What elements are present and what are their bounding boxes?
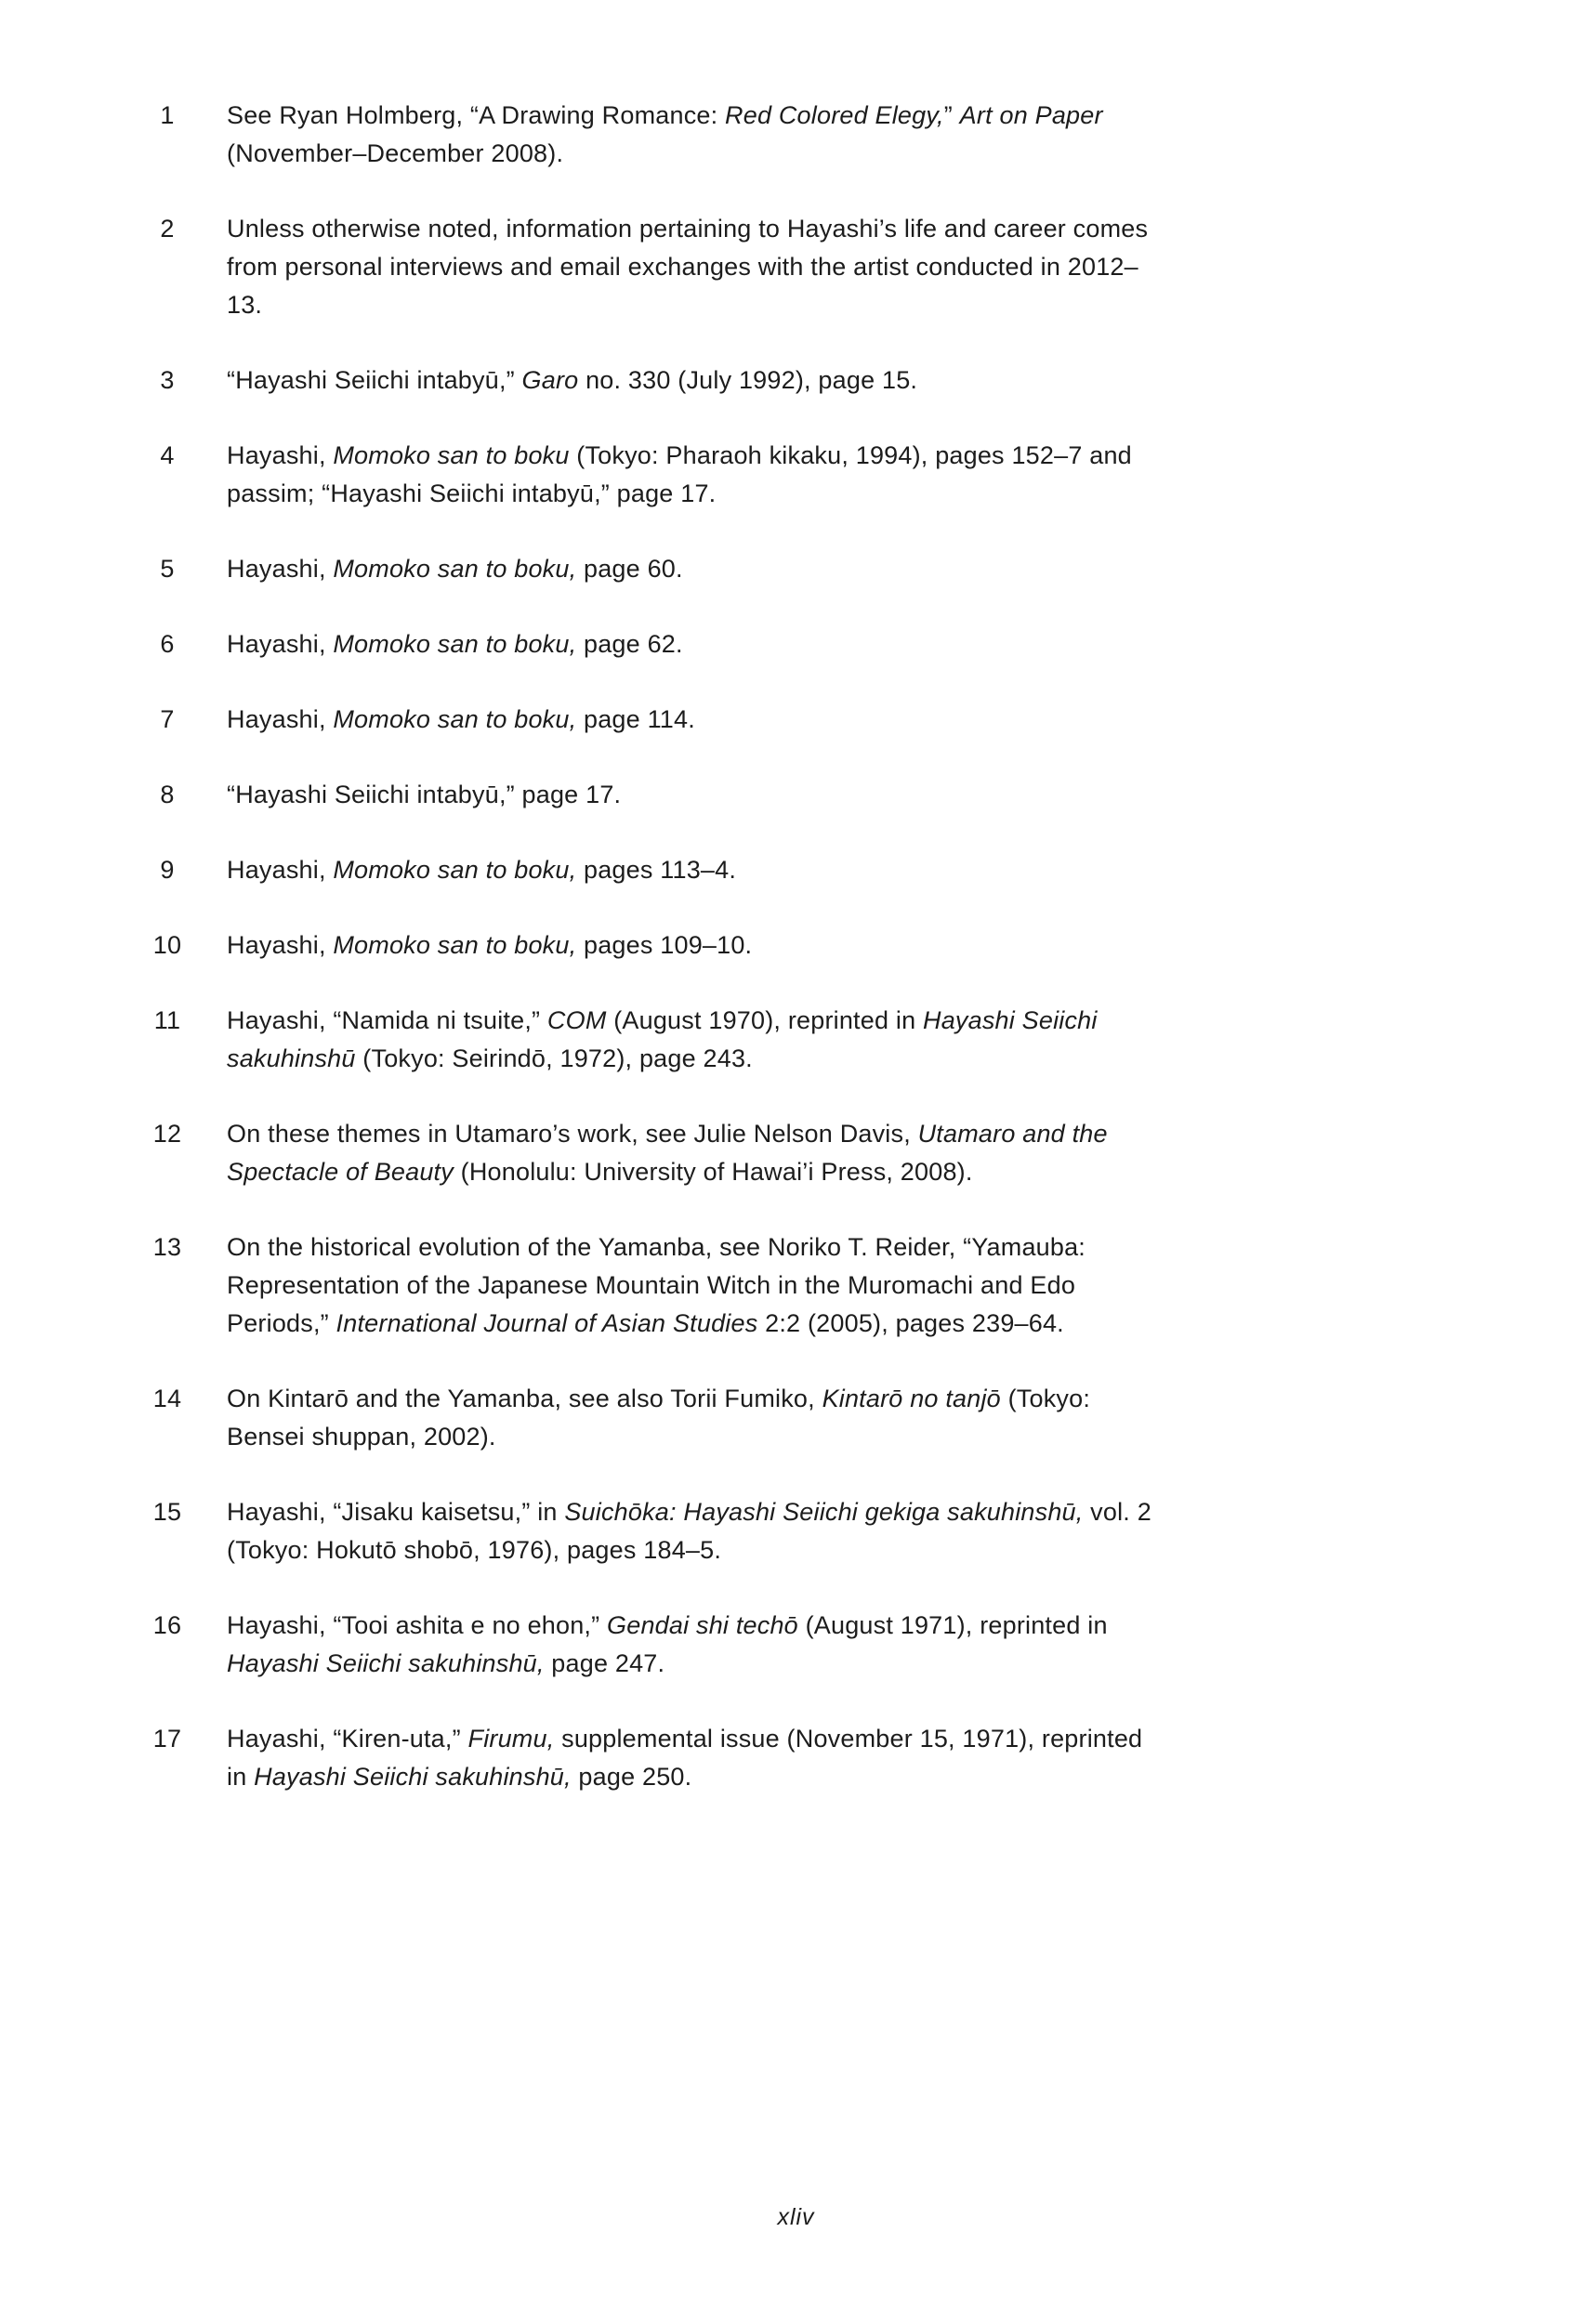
text-run: On the historical evolution of the Yamanba, see Noriko T. Reider, “Yamauba: Representation of the Japanese Mountain Witch in the Muromachi and Edo Periods,” xyxy=(227,1233,1086,1337)
text-run: Hayashi, xyxy=(227,555,334,583)
endnote xyxy=(0,1380,1156,1456)
endnote-number: 12 xyxy=(152,1120,182,1148)
italic-title: Hayashi Seiichi sakuhinshū xyxy=(227,1006,1098,1072)
endnote-number: 8 xyxy=(160,781,175,808)
text-run: (Tokyo: Pharaoh kikaku, 1994), pages 152–7 and passim; “Hayashi Seiichi intabyū,” page 17. xyxy=(227,441,1132,507)
page-number: xliv xyxy=(777,2204,815,2230)
text-run: page 250. xyxy=(571,1763,692,1791)
italic-title: Firumu, xyxy=(467,1725,555,1753)
text-run: Hayashi, “Jisaku kaisetsu,” in xyxy=(227,1498,565,1526)
endnote-number: 1 xyxy=(160,101,175,129)
endnote xyxy=(0,1607,1156,1683)
italic-title: Momoko san to boku, xyxy=(333,705,577,733)
endnote-text xyxy=(227,97,1156,173)
text-run: Hayashi, xyxy=(227,931,334,959)
endnote-number: 13 xyxy=(152,1233,182,1261)
text-run: pages 109–10. xyxy=(576,931,753,959)
text-run: (November–December 2008). xyxy=(227,139,564,167)
text-run: “Hayashi Seiichi intabyū,” page 17. xyxy=(227,781,622,808)
endnote xyxy=(0,550,1156,588)
endnote-text xyxy=(227,437,1156,513)
text-run: page 60. xyxy=(576,555,683,583)
endnote-number: 10 xyxy=(152,931,182,959)
endnote-number: 15 xyxy=(152,1498,182,1526)
text-run: 2:2 (2005), pages 239–64. xyxy=(757,1309,1064,1337)
text-run: ” xyxy=(943,101,960,129)
text-run: (Honolulu: University of Hawai’i Press, 2008). xyxy=(453,1158,973,1186)
endnote-number: 14 xyxy=(152,1385,182,1412)
text-run: supplemental issue (November 15, 1971), reprinted in xyxy=(227,1725,1143,1791)
italic-title: Momoko san to boku, xyxy=(333,931,577,959)
endnote-text xyxy=(227,1228,1156,1343)
text-run: (August 1970), reprinted in xyxy=(606,1006,924,1034)
italic-title: Momoko san to boku xyxy=(333,441,570,469)
endnote-text xyxy=(227,926,1156,965)
endnote-text xyxy=(227,776,1156,814)
endnote xyxy=(0,361,1156,400)
text-run: (Tokyo: Seirindō, 1972), page 243. xyxy=(355,1044,753,1072)
italic-title: Garo xyxy=(521,366,579,394)
text-run: pages 113–4. xyxy=(576,856,737,884)
endnote-text xyxy=(227,1607,1156,1683)
endnote-number: 9 xyxy=(160,856,175,884)
text-run: Hayashi, “Tooi ashita e no ehon,” xyxy=(227,1611,608,1639)
endnote-text xyxy=(227,1115,1156,1191)
italic-title: Utamaro and the Spectacle of Beauty xyxy=(227,1120,1108,1186)
endnote xyxy=(0,851,1156,889)
italic-title: Momoko san to boku, xyxy=(333,630,577,658)
text-run: Hayashi, xyxy=(227,630,334,658)
text-run: (August 1971), reprinted in xyxy=(797,1611,1108,1639)
italic-title: Hayashi Seiichi sakuhinshū, xyxy=(254,1763,572,1791)
text-run: On these themes in Utamaro’s work, see Julie Nelson Davis, xyxy=(227,1120,918,1148)
endnote-number: 7 xyxy=(160,705,175,733)
italic-title: Red Colored Elegy, xyxy=(725,101,944,129)
text-run: On Kintarō and the Yamanba, see also Torii Fumiko, xyxy=(227,1385,822,1412)
endnote-number: 2 xyxy=(160,215,175,243)
text-run: Hayashi, “Namida ni tsuite,” xyxy=(227,1006,547,1034)
italic-title: Hayashi Seiichi sakuhinshū, xyxy=(227,1649,545,1677)
endnote-text xyxy=(227,1380,1156,1456)
italic-title: Momoko san to boku, xyxy=(333,856,577,884)
endnote xyxy=(0,437,1156,513)
italic-title: International Journal of Asian Studies xyxy=(336,1309,758,1337)
text-run: vol. 2 (Tokyo: Hokutō shobō, 1976), pages 184–5. xyxy=(227,1498,1151,1564)
italic-title: COM xyxy=(546,1006,607,1034)
text-run: (Tokyo: Bensei shuppan, 2002). xyxy=(227,1385,1091,1451)
endnote xyxy=(0,1228,1156,1343)
italic-title: Suichōka: Hayashi Seiichi gekiga sakuhinshū, xyxy=(564,1498,1084,1526)
endnote-text xyxy=(227,210,1156,324)
endnote xyxy=(0,1493,1156,1569)
text-run: Hayashi, xyxy=(227,441,334,469)
italic-title: Gendai shi techō xyxy=(607,1611,798,1639)
endnote xyxy=(0,97,1156,173)
italic-title: Art on Paper xyxy=(959,101,1103,129)
endnote xyxy=(0,926,1156,965)
endnotes-list xyxy=(0,97,1592,1833)
italic-title: Momoko san to boku, xyxy=(333,555,577,583)
text-run: See Ryan Holmberg, “A Drawing Romance: xyxy=(227,101,726,129)
endnote-text xyxy=(227,851,1156,889)
endnote xyxy=(0,701,1156,739)
endnote-number: 11 xyxy=(153,1006,181,1034)
endnote xyxy=(0,1720,1156,1796)
text-run: Hayashi, xyxy=(227,705,334,733)
endnote-text xyxy=(227,1720,1156,1796)
endnote xyxy=(0,210,1156,324)
text-run: Unless otherwise noted, information pertaining to Hayashi’s life and career comes from personal interviews and email exchanges with the artist conducted in 2012–13. xyxy=(227,215,1149,319)
text-run: page 62. xyxy=(576,630,683,658)
text-run: page 247. xyxy=(544,1649,665,1677)
endnote-number: 5 xyxy=(160,555,175,583)
endnote-number: 16 xyxy=(152,1611,182,1639)
text-run: no. 330 (July 1992), page 15. xyxy=(578,366,918,394)
endnote-text xyxy=(227,625,1156,663)
endnote xyxy=(0,1115,1156,1191)
endnote-number: 4 xyxy=(160,441,175,469)
endnote-text xyxy=(227,1002,1156,1078)
text-run: page 114. xyxy=(576,705,695,733)
endnote xyxy=(0,1002,1156,1078)
italic-title: Kintarō no tanjō xyxy=(822,1385,1001,1412)
endnote-number: 3 xyxy=(160,366,175,394)
text-run: Hayashi, “Kiren-uta,” xyxy=(227,1725,468,1753)
endnote xyxy=(0,776,1156,814)
endnote-text xyxy=(227,1493,1156,1569)
text-run: “Hayashi Seiichi intabyū,” xyxy=(227,366,522,394)
endnote xyxy=(0,625,1156,663)
text-run: Hayashi, xyxy=(227,856,334,884)
endnote-number: 17 xyxy=(152,1725,182,1753)
endnote-text xyxy=(227,550,1156,588)
endnote-text xyxy=(227,361,1156,400)
endnote-number: 6 xyxy=(160,630,175,658)
endnote-text xyxy=(227,701,1156,739)
